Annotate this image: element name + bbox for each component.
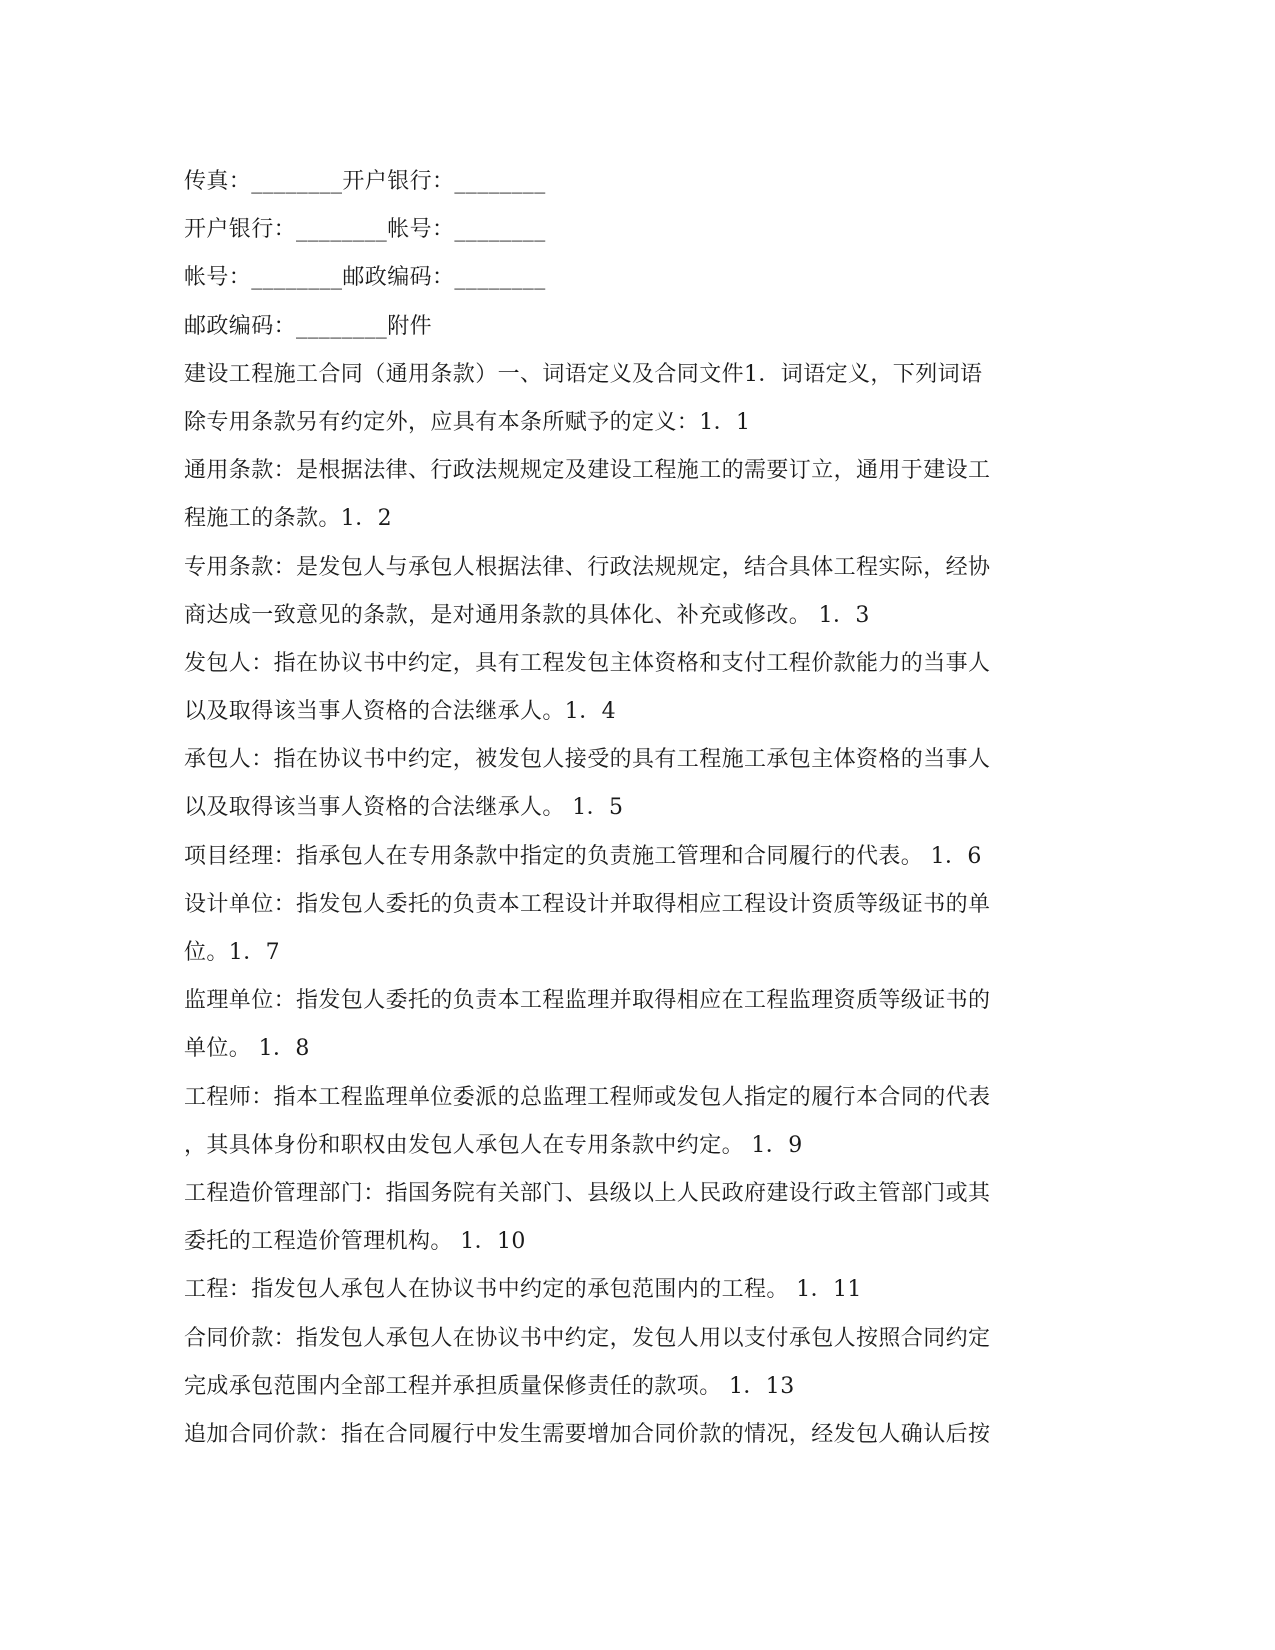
paragraph-line: 发包人：指在协议书中约定，具有工程发包主体资格和支付工程价款能力的当事人 [184,650,991,676]
paragraph-line: 以及取得该当事人资格的合法继承人。1．4 [184,699,616,725]
paragraph-line: 监理单位：指发包人委托的负责本工程监理并取得相应在工程监理资质等级证书的 [184,988,991,1014]
paragraph-line: 除专用条款另有约定外，应具有本条所赋予的定义：1．1 [184,409,751,435]
paragraph-line: 工程造价管理部门：指国务院有关部门、县级以上人民政府建设行政主管部门或其 [184,1180,991,1206]
bank-account-line: 开户银行：________帐号：________ [184,217,546,243]
paragraph-line: 承包人：指在协议书中约定，被发包人接受的具有工程施工承包主体资格的当事人 [184,747,991,773]
paragraph-line: 商达成一致意见的条款，是对通用条款的具体化、补充或修改。 1．3 [184,602,870,628]
paragraph-line: 工程：指发包人承包人在协议书中约定的承包范围内的工程。 1．11 [184,1277,862,1303]
paragraph-line: ，其具体身份和职权由发包人承包人在专用条款中约定。 1．9 [184,1132,803,1158]
paragraph-line: 单位。 1．8 [184,1036,310,1062]
postcode-attachment-line: 邮政编码：________附件 [184,313,433,339]
paragraph-line: 追加合同价款：指在合同履行中发生需要增加合同价款的情况，经发包人确认后按 [184,1421,991,1447]
paragraph-line: 以及取得该当事人资格的合法继承人。 1．5 [184,795,624,821]
paragraph-line: 建设工程施工合同（通用条款）一、词语定义及合同文件1．词语定义，下列词语 [184,361,983,387]
paragraph-line: 委托的工程造价管理机构。 1．10 [184,1229,526,1255]
paragraph-line: 程施工的条款。1．2 [184,506,392,532]
paragraph-line: 工程师：指本工程监理单位委派的总监理工程师或发包人指定的履行本合同的代表 [184,1084,991,1110]
paragraph-line: 位。1．7 [184,940,280,965]
paragraph-line: 合同价款：指发包人承包人在协议书中约定，发包人用以支付承包人按照合同约定 [184,1325,991,1351]
paragraph-line: 完成承包范围内全部工程并承担质量保修责任的款项。 1．13 [184,1373,795,1399]
fax-bank-line: 传真：________开户银行：________ [184,169,546,194]
paragraph-line: 设计单位：指发包人委托的负责本工程设计并取得相应工程设计资质等级证书的单 [184,891,991,917]
paragraph-line: 专用条款：是发包人与承包人根据法律、行政法规规定，结合具体工程实际，经协 [184,554,991,580]
account-postcode-line: 帐号：________邮政编码：________ [184,265,546,291]
paragraph-line: 项目经理：指承包人在专用条款中指定的负责施工管理和合同履行的代表。 1．6 [184,843,982,869]
document-body [184,158,1084,1459]
paragraph-line: 通用条款：是根据法律、行政法规规定及建设工程施工的需要订立，通用于建设工 [184,458,991,484]
